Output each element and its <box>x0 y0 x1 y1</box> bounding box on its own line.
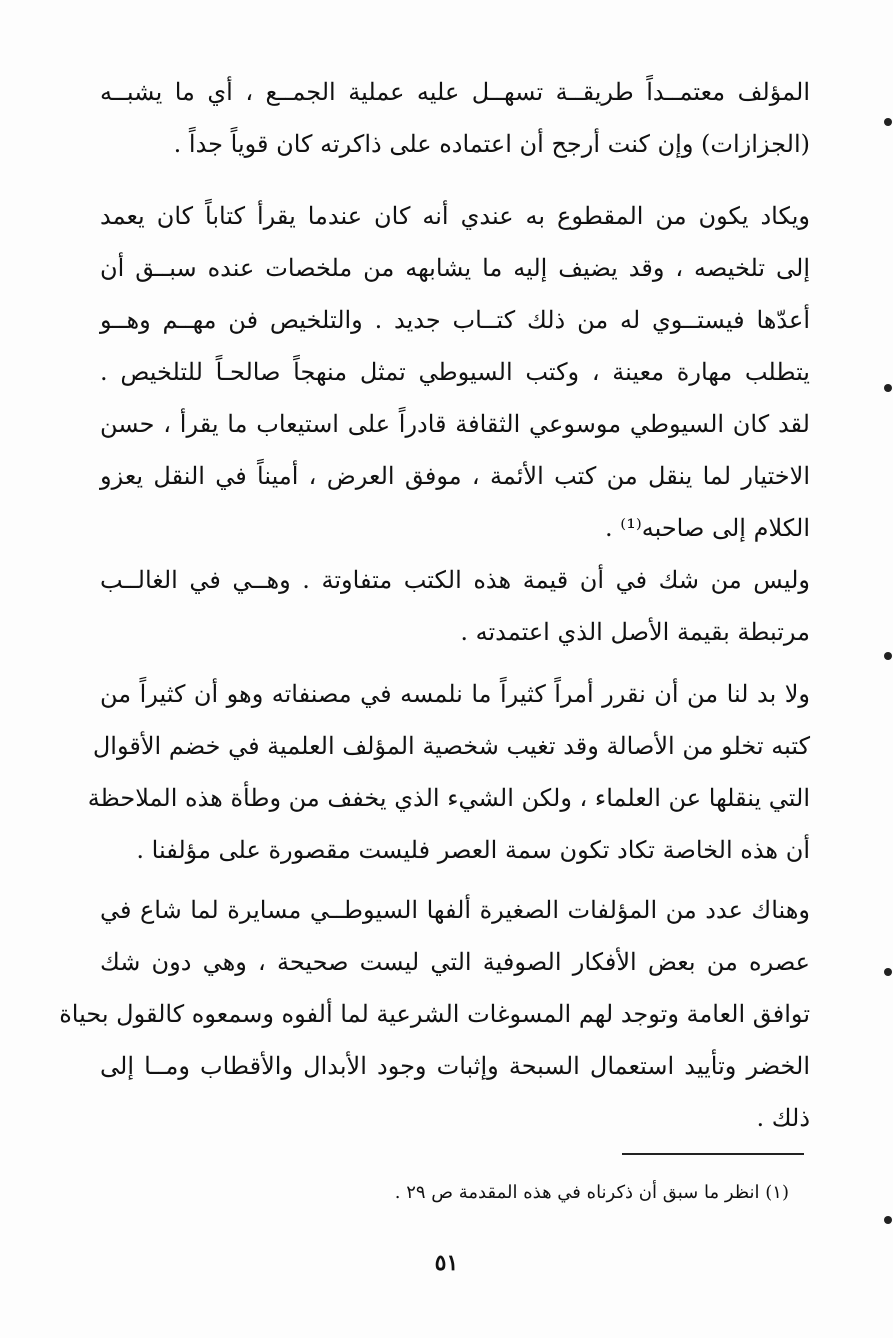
text-line: (الجزازات) وإن كنت أرجح أن اعتماده على ذاكرته كان قوياً جداً . <box>173 130 810 158</box>
edge-mark <box>884 968 892 976</box>
edge-mark <box>884 118 892 126</box>
page-number: ٥١ <box>434 1250 459 1276</box>
text-line: أعدّها فيستــوي له من ذلك كتــاب جديد . والتلخيص فن مهــم وهــو <box>100 306 810 334</box>
footnote-separator <box>622 1153 804 1155</box>
text-line: المؤلف معتمــداً طريقــة تسهــل عليه عملية الجمــع ، أي ما يشبــه <box>100 78 810 106</box>
text-line: كتبه تخلو من الأصالة وقد تغيب شخصية المؤلف العلمية في خضم الأقوال <box>92 732 810 760</box>
text-line: الاختيار لما ينقل من كتب الأئمة ، موفق العرض ، أميناً في النقل يعزو <box>100 462 810 490</box>
text-line: ذلك . <box>756 1104 810 1132</box>
text-line: ولا بد لنا من أن نقرر أمراً كثيراً ما نلمسه في مصنفاته وهو أن كثيراً من <box>100 680 810 708</box>
text-line: وليس من شك في أن قيمة هذه الكتب متفاوتة . وهــي في الغالــب <box>100 566 810 594</box>
text-line: يتطلب مهارة معينة ، وكتب السيوطي تمثل منهجاً صالحـاً للتلخيص . <box>100 358 810 386</box>
text-line: التي ينقلها عن العلماء ، ولكن الشيء الذي يخفف من وطأة هذه الملاحظة <box>87 784 810 812</box>
text-line: لقد كان السيوطي موسوعي الثقافة قادراً على استيعاب ما يقرأ ، حسن <box>100 410 810 438</box>
footnote: (١) انظر ما سبق أن ذكرناه في هذه المقدمة ص ٢٩ . <box>394 1182 789 1203</box>
text-line: توافق العامة وتوجد لهم المسوغات الشرعية لما ألفوه وسمعوه كالقول بحياة <box>59 1000 810 1028</box>
text-line: الكلام إلى صاحبه⁽¹⁾ . <box>605 514 810 542</box>
text-line: وهناك عدد من المؤلفات الصغيرة ألفها السيوطــي مسايرة لما شاع في <box>100 896 810 924</box>
text-line: عصره من بعض الأفكار الصوفية التي ليست صحيحة ، وهي دون شك <box>100 948 811 976</box>
edge-mark <box>884 652 892 660</box>
edge-mark <box>884 1216 892 1224</box>
text-line: مرتبطة بقيمة الأصل الذي اعتمدته . <box>460 618 810 646</box>
edge-mark <box>884 384 892 392</box>
text-line: إلى تلخيصه ، وقد يضيف إليه ما يشابهه من ملخصات عنده سبــق أن <box>100 254 810 282</box>
text-line: أن هذه الخاصة تكاد تكون سمة العصر فليست مقصورة على مؤلفنا . <box>136 836 810 864</box>
text-line: ويكاد يكون من المقطوع به عندي أنه كان عندما يقرأ كتاباً كان يعمد <box>100 202 810 230</box>
text-line: الخضر وتأييد استعمال السبحة وإثبات وجود الأبدال والأقطاب ومــا إلى <box>100 1052 810 1080</box>
